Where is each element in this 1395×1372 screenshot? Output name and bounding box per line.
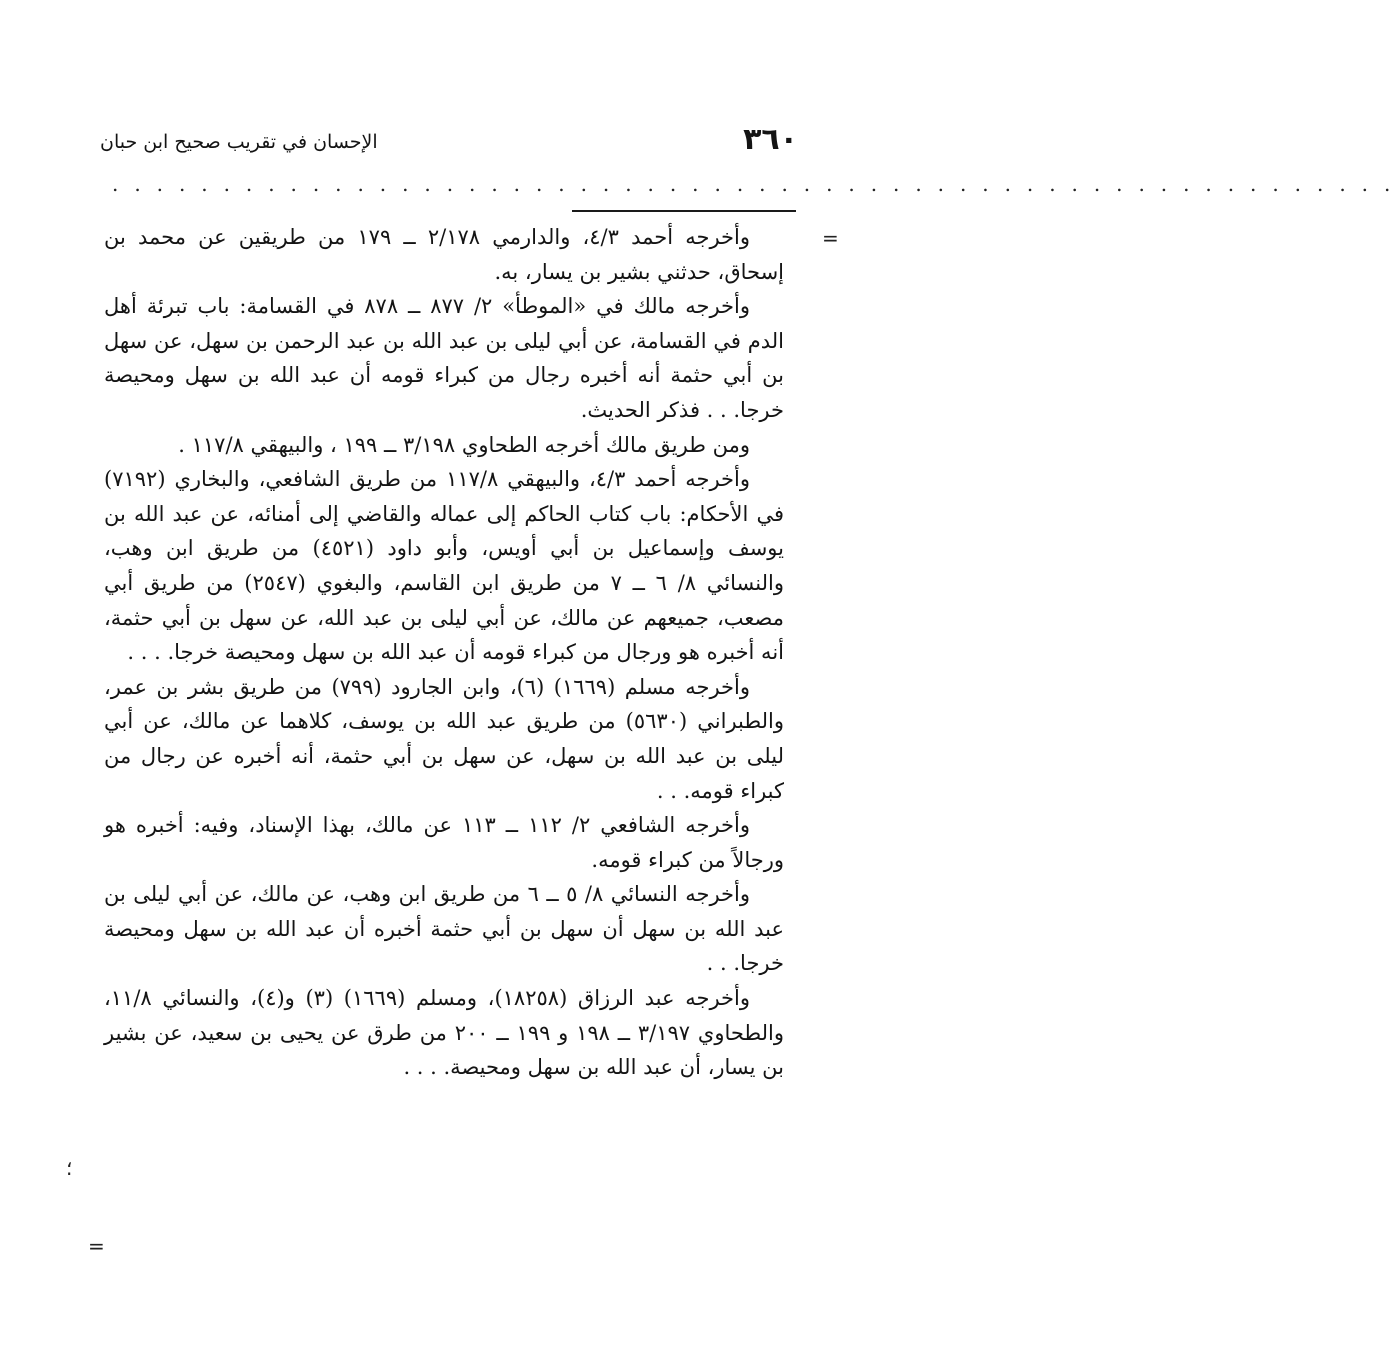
paragraph: وأخرجه أحمد ٤/٣، والبيهقي ١١٧/٨ من طريق الشافعي، والبخاري (٧١٩٢) في الأحكام: باب كتاب الحاكم إلى عماله والقاضي إلى أمنائه، عن عبد الله بن يوسف وإسماعيل بن أبي أويس، وأبو داود (٤٥٢١) من طريق ابن وهب، والنسائي ٨/ ٦ ــ ٧ من طريق ابن القاسم، والبغوي (٢٥٤٧) من طريق أبي مصعب، جميعهم عن مالك، عن أبي ليلى بن عبد الله، عن سهل بن أبي حثمة، أنه أخبره هو ورجال من كبراء قومه أن عبد الله بن سهل ومحيصة خرجا. . . . [104,467,784,665]
paragraph: وأخرجه الشافعي ٢/ ١١٢ ــ ١١٣ عن مالك، بهذا الإسناد، وفيه: أخبره هو ورجالاً من كبراء قومه. [104,813,784,872]
paragraph: وأخرجه أحمد ٤/٣، والدارمي ٢/١٧٨ ــ ١٧٩ من طريقين عن محمد بن إسحاق، حدثني بشير بن يسار، به. [104,225,784,284]
page-number: ٣٦٠ [743,122,798,157]
paragraph: وأخرجه النسائي ٨/ ٥ ــ ٦ من طريق ابن وهب، عن مالك، عن أبي ليلى بن عبد الله بن سهل أن سهل بن أبي حثمة أخبره أن عبد الله بن سهل ومحيصة خرجا. . . [104,882,784,976]
paragraph: ومن طريق مالك أخرجه الطحاوي ٣/١٩٨ ــ ١٩٩ ، والبيهقي ١١٧/٨ . [178,432,750,457]
page-header [100,118,800,162]
paragraph: وأخرجه مسلم (١٦٦٩) (٦)، وابن الجارود (٧٩٩) من طريق بشر بن عمر، والطبراني (٥٦٣٠) من طريق عبد الله بن يوسف، كلاهما عن مالك، عن أبي ليلى بن عبد الله بن سهل، عن سهل بن أبي حثمة، أنه أخبره عن رجال من كبراء قومه. . . [104,674,784,803]
footnote-text [104,220,784,1085]
margin-mark-semicolon: ؛ [66,1156,73,1180]
running-title: الإحسان في تقريب صحيح ابن حبان [100,131,378,153]
continuation-mark-bottom: = [88,1234,105,1258]
continuation-mark-top: = [822,226,839,250]
dotted-separator: . . . . . . . . . . . . . . . . . . . . . . . . . . . . . . . . . . . . . . . . . . . . . . . . . . . . . . . . . . [112,172,1395,196]
paragraph: وأخرجه مالك في «الموطأ» ٢/ ٨٧٧ ــ ٨٧٨ في القسامة: باب تبرئة أهل الدم في القسامة، عن أبي ليلى بن عبد الله بن عبد الرحمن بن سهل، عن سهل بن أبي حثمة أنه أخبره رجال من كبراء قومه أن عبد الله بن سهل ومحيصة خرجا. . . فذكر الحديث. [104,294,784,422]
paragraph: وأخرجه عبد الرزاق (١٨٢٥٨)، ومسلم (١٦٦٩) (٣) و(٤)، والنسائي ١١/٨، والطحاوي ٣/١٩٧ ــ ١٩٨ و ١٩٩ ــ ٢٠٠ من طرق عن يحيى بن سعيد، عن بشير بن يسار، أن عبد الله بن سهل ومحيصة. . . . [104,986,785,1080]
footnote-rule [572,210,796,212]
